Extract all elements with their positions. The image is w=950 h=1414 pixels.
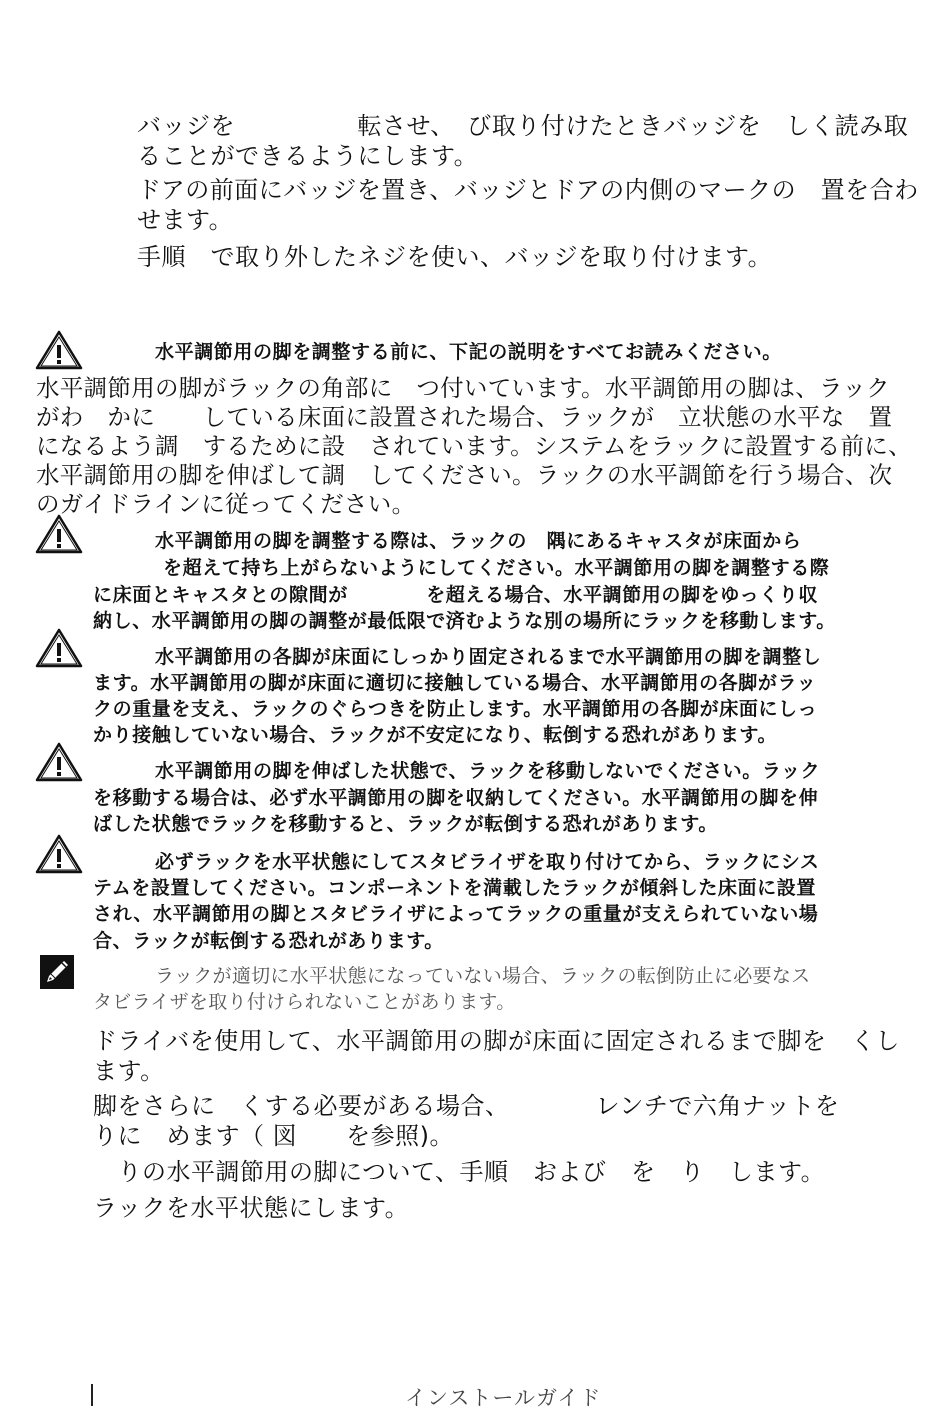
warning-heading: 水平調節用の脚を調整する前に、下記の説明をすべてお読みください。 — [155, 341, 782, 363]
body-line: になるよう調 するために設 されています。システムをラックに設置する前に、 — [36, 432, 912, 460]
warning-icon — [35, 742, 83, 782]
caution-line: かり接触していない場合、ラックが不安定になり、転倒する恐れがあります。 — [93, 724, 778, 746]
warning-icon — [35, 514, 83, 554]
step-text: ることができるようにします。 — [137, 142, 479, 170]
caution-line: クの重量を支え、ラックのぐらつきを防止します。水平調節用の各脚が床面にしっ — [93, 698, 818, 720]
caution-line: 必ずラックを水平状態にしてスタビライザを取り付けてから、ラックにシス — [155, 851, 820, 873]
caution-line: ばした状態でラックを移動すると、ラックが転倒する恐れがあります。 — [93, 813, 718, 835]
step-text: ドアの前面にバッジを置き、バッジとドアの内側のマークの 置を合わ — [137, 176, 919, 204]
caution-line: を超えて持ち上がらないようにしてください。水平調節用の脚を調整する際 — [163, 557, 830, 579]
caution-line: を移動する場合は、必ず水平調節用の脚を収納してください。水平調節用の脚を伸 — [93, 787, 819, 809]
warning-icon — [35, 834, 83, 874]
step-text: ラックを水平状態にします。 — [93, 1194, 410, 1222]
warning-icon — [35, 628, 83, 668]
warning-icon — [35, 330, 83, 370]
caution-line: 水平調節用の各脚が床面にしっかり固定されるまで水平調節用の脚を調整し — [155, 646, 822, 668]
step-text: りの水平調節用の脚について、手順 および を り します。 — [93, 1158, 826, 1186]
caution-line: 納し、水平調節用の脚の調整が最低限で済むような別の場所にラックを移動します。 — [93, 610, 836, 632]
body-line: 水平調節用の脚を伸ばして調 してください。ラックの水平調節を行う場合、次 — [36, 461, 893, 489]
footer-divider — [91, 1384, 93, 1406]
step-text: バッジを 転させ、 び取り付けたときバッジを しく読み取 — [137, 112, 909, 140]
caution-line: 水平調節用の脚を伸ばした状態で、ラックを移動しないでください。ラック — [155, 760, 821, 782]
footer-title: インストールガイド — [405, 1386, 602, 1410]
step-text: せます。 — [137, 206, 234, 234]
body-line: のガイドラインに従ってください。 — [36, 490, 416, 518]
note-line: ラックが適切に水平状態になっていない場合、ラックの転倒防止に必要なス — [155, 965, 811, 987]
step-text: りに めます（ 図 を参照)。 — [93, 1122, 454, 1150]
caution-line: 水平調節用の脚を調整する際は、ラックの 隅にあるキャスタが床面から — [155, 530, 802, 552]
caution-line: テムを設置してください。コンポーネントを満載したラックが傾斜した床面に設置 — [93, 877, 816, 899]
caution-line: に床面とキャスタとの隙間が を超える場合、水平調節用の脚をゆっくり収 — [93, 584, 819, 606]
caution-line: 合、ラックが転倒する恐れがあります。 — [93, 930, 444, 952]
body-line: がわ かに している床面に設置された場合、ラックが 立状態の水平な 置 — [36, 403, 893, 431]
caution-line: ます。水平調節用の脚が床面に適切に接触している場合、水平調節用の各脚がラッ — [93, 672, 817, 694]
note-pencil-icon — [40, 955, 74, 989]
step-text: ドライバを使用して、水平調節用の脚が床面に固定されるまで脚を くし — [93, 1027, 900, 1055]
step-text: 脚をさらに くする必要がある場合、 レンチで六角ナットを — [93, 1092, 840, 1120]
step-text: 手順 で取り外したネジを使い、バッジを取り付けます。 — [137, 243, 773, 271]
body-line: 水平調節用の脚がラックの角部に つ付いています。水平調節用の脚は、ラック — [36, 374, 890, 402]
step-text: ます。 — [93, 1057, 165, 1085]
note-line: タビライザを取り付けられないことがあります。 — [93, 991, 516, 1013]
caution-line: され、水平調節用の脚とスタビライザによってラックの重量が支えられていない場 — [93, 903, 819, 925]
